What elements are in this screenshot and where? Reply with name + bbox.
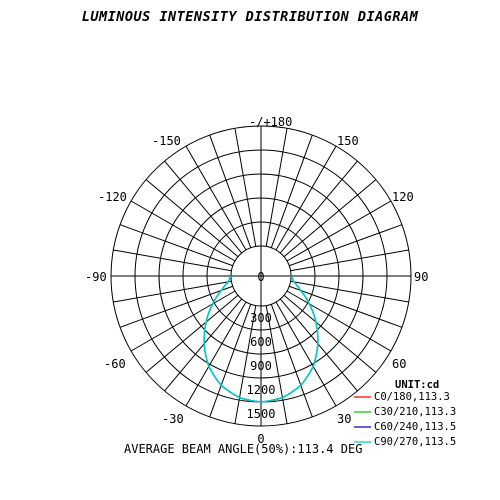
grid-spoke bbox=[291, 281, 409, 302]
angle-label: -/+180 bbox=[249, 115, 293, 129]
grid-spoke bbox=[289, 286, 402, 327]
grid-spoke bbox=[113, 250, 231, 271]
angle-label: 60 bbox=[392, 357, 407, 371]
angle-label: -30 bbox=[162, 412, 184, 426]
legend-entry: C90/270,113.5 bbox=[374, 436, 457, 448]
angle-label: 90 bbox=[414, 270, 429, 284]
grid-spoke bbox=[210, 304, 251, 417]
radial-tick-label: 900 bbox=[250, 359, 272, 373]
grid-spoke bbox=[289, 225, 402, 266]
grid-spoke bbox=[120, 286, 233, 327]
grid-spoke bbox=[120, 225, 233, 266]
legend bbox=[354, 379, 456, 448]
grid-spoke bbox=[271, 304, 312, 417]
grid-spoke bbox=[210, 135, 251, 248]
legend-entry: C30/210,113.3 bbox=[374, 406, 457, 418]
radial-tick-label: 600 bbox=[250, 335, 272, 349]
grid-spoke bbox=[235, 128, 256, 246]
grid-spoke bbox=[266, 128, 287, 246]
radial-tick-label: 0 bbox=[257, 270, 265, 284]
legend-entry: C60/240,113.5 bbox=[374, 421, 457, 433]
angle-label: -150 bbox=[152, 134, 181, 148]
grid-spoke bbox=[291, 250, 409, 271]
angle-label: -120 bbox=[98, 190, 127, 204]
radial-tick-label: 0 bbox=[257, 432, 265, 446]
angle-label: -90 bbox=[85, 270, 107, 284]
radial-tick-label: 1500 bbox=[246, 407, 276, 421]
angle-label: -60 bbox=[104, 357, 126, 371]
chart-title: LUMINOUS INTENSITY DISTRIBUTION DIAGRAM bbox=[81, 9, 419, 25]
beam-angle-text: AVERAGE BEAM ANGLE(50%):113.4 DEG bbox=[124, 442, 363, 456]
legend-unit: UNIT:cd bbox=[395, 379, 440, 391]
angle-label: 120 bbox=[392, 190, 414, 204]
radial-tick-label: 1200 bbox=[246, 383, 276, 397]
grid-spoke bbox=[271, 135, 312, 248]
grid-spoke bbox=[113, 281, 231, 302]
legend-entry: C0/180,113.3 bbox=[374, 391, 450, 403]
radial-tick-label: 300 bbox=[250, 311, 272, 325]
angle-label: 150 bbox=[337, 134, 359, 148]
angle-label: 30 bbox=[337, 412, 352, 426]
